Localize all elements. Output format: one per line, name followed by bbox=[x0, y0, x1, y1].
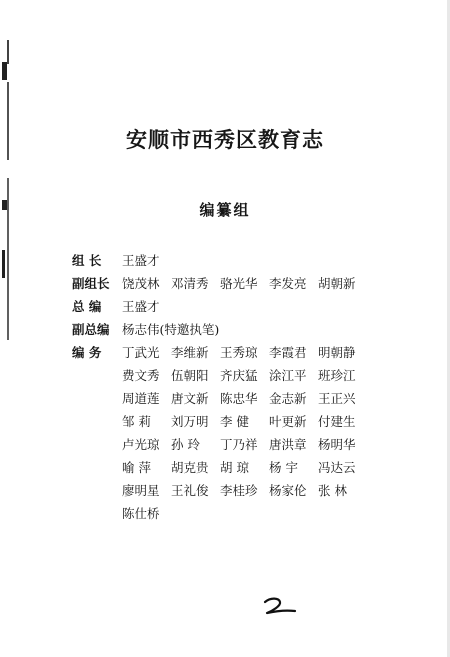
person-name: 胡 琼 bbox=[220, 460, 249, 475]
person-name: 周道莲 bbox=[122, 391, 160, 406]
person-name: 齐庆猛 bbox=[220, 368, 258, 383]
scan-edge-mark bbox=[2, 62, 7, 80]
person-name: 叶更新 bbox=[269, 414, 307, 429]
editorial-roster bbox=[72, 249, 412, 525]
role-label: 副组长 bbox=[72, 276, 110, 291]
names-list bbox=[122, 341, 367, 525]
roster-row-leader bbox=[72, 249, 412, 272]
roster-row-chief-editor bbox=[72, 295, 412, 318]
person-name: 杨志伟(特邀执笔) bbox=[122, 322, 220, 337]
person-name: 金志新 bbox=[269, 391, 307, 406]
person-name: 杨家伦 bbox=[269, 483, 307, 498]
person-name: 王盛才 bbox=[122, 299, 160, 314]
person-name: 唐洪章 bbox=[269, 437, 307, 452]
person-name: 陈仕桥 bbox=[122, 506, 160, 521]
section-subtitle: 编纂组 bbox=[199, 201, 251, 219]
person-name: 孙 玲 bbox=[171, 437, 200, 452]
person-name: 杨明华 bbox=[318, 437, 356, 452]
roster-row-deputy-chief-editor bbox=[72, 318, 412, 341]
person-name: 喻 萍 bbox=[122, 460, 151, 475]
person-name: 骆光华 bbox=[220, 276, 258, 291]
person-name: 王礼俊 bbox=[171, 483, 209, 498]
person-name: 李发亮 bbox=[269, 276, 307, 291]
person-name: 李桂珍 bbox=[220, 483, 258, 498]
role-label: 总 编 bbox=[72, 299, 102, 314]
person-name: 唐文新 bbox=[171, 391, 209, 406]
person-name: 涂江平 bbox=[269, 368, 307, 383]
role-label: 编 务 bbox=[72, 345, 102, 360]
roster-row-editorial-staff bbox=[72, 341, 412, 525]
person-name: 班珍江 bbox=[318, 368, 356, 383]
scan-edge-artifact bbox=[7, 40, 9, 340]
person-name: 伍朝阳 bbox=[171, 368, 209, 383]
person-name: 付建生 bbox=[318, 414, 356, 429]
person-name: 胡克贵 bbox=[171, 460, 209, 475]
person-name: 张 林 bbox=[318, 483, 347, 498]
person-name: 丁乃祥 bbox=[220, 437, 258, 452]
person-name: 卢光琼 bbox=[122, 437, 160, 452]
person-name: 王正兴 bbox=[318, 391, 356, 406]
person-name: 杨 宇 bbox=[269, 460, 298, 475]
document-title: 安顺市西秀区教育志 bbox=[126, 128, 324, 152]
person-name: 李维新 bbox=[171, 345, 209, 360]
person-name: 费文秀 bbox=[122, 368, 160, 383]
person-name: 胡朝新 bbox=[318, 276, 356, 291]
person-name: 廖明星 bbox=[122, 483, 160, 498]
person-name: 李霞君 bbox=[269, 345, 307, 360]
person-name: 冯达云 bbox=[318, 460, 356, 475]
role-label: 组 长 bbox=[72, 253, 102, 268]
role-label: 副总编 bbox=[72, 322, 110, 337]
person-name: 邹 莉 bbox=[122, 414, 151, 429]
person-name: 丁武光 bbox=[122, 345, 160, 360]
person-name: 陈忠华 bbox=[220, 391, 258, 406]
person-name: 李 健 bbox=[220, 414, 249, 429]
person-name: 饶茂林 bbox=[122, 276, 160, 291]
scan-edge-mark bbox=[2, 250, 5, 278]
person-name: 刘万明 bbox=[171, 414, 209, 429]
handwritten-page-number bbox=[262, 596, 298, 616]
person-name: 邓清秀 bbox=[171, 276, 209, 291]
person-name: 王盛才 bbox=[122, 253, 160, 268]
person-name: 明朝静 bbox=[318, 345, 356, 360]
roster-row-deputy-leader bbox=[72, 272, 412, 295]
person-name: 王秀琼 bbox=[220, 345, 258, 360]
names-list bbox=[122, 272, 367, 295]
